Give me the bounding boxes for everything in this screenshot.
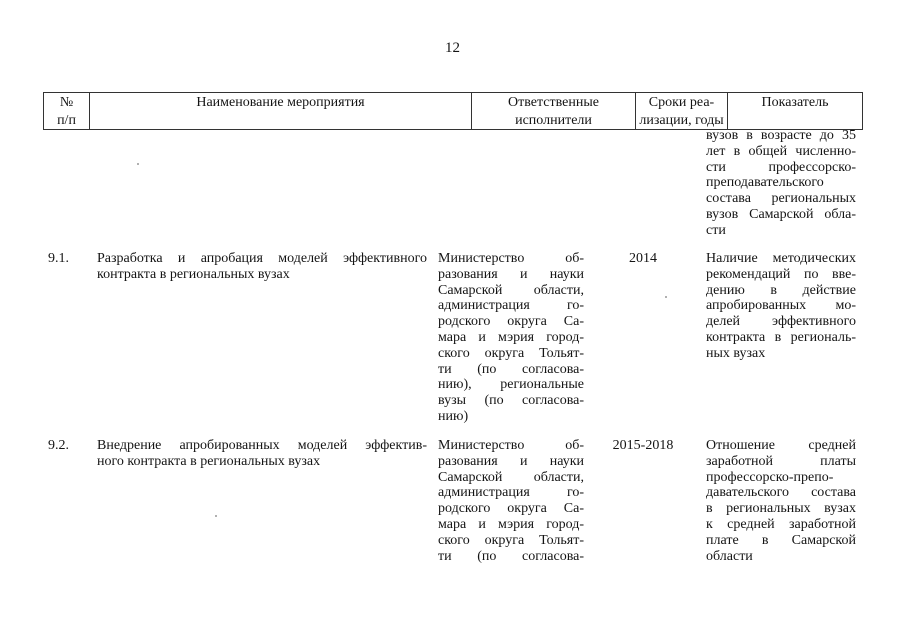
row-number: 9.2. [48, 438, 69, 453]
row-dates: 2014 [629, 251, 657, 266]
scan-speck [215, 515, 217, 517]
text-line: Наличие методических [706, 251, 856, 266]
text-line: делей эффективного [706, 314, 856, 330]
text-line: вузы (по согласова- [438, 393, 584, 409]
text-line: дению в действие [706, 282, 856, 298]
text-line: ных вузах [706, 345, 766, 361]
text-line: администрация го- [438, 485, 584, 501]
row-executors [438, 251, 584, 425]
scan-speck [137, 163, 139, 165]
text-line: сти [706, 222, 726, 238]
text-line: ского округа Тольят- [438, 345, 584, 361]
text-line: плате в Самарской [706, 532, 856, 548]
text-line: Самарской области, [438, 282, 584, 298]
text-line: Министерство об- [438, 438, 584, 453]
header-name [90, 93, 472, 130]
text-line: ти (по согласова- [438, 361, 584, 377]
text-line: Самарской области, [438, 469, 584, 485]
text-line: рекомендаций по вве- [706, 266, 856, 282]
row-executors [438, 438, 584, 564]
table-header [43, 92, 863, 130]
header-executors [472, 93, 636, 130]
text-line: к средней заработной [706, 516, 856, 532]
page-number: 12 [445, 40, 460, 56]
row-indicator [706, 438, 856, 564]
text-line: давательского состава [706, 485, 856, 501]
text-line: нию) [438, 408, 469, 424]
row-name [97, 438, 427, 470]
text-line: разования и науки [438, 453, 584, 469]
row-dates: 2015-2018 [612, 438, 674, 453]
header-dates [636, 93, 728, 130]
text-line: мара и мэрия город- [438, 329, 584, 345]
header-exec-line2: исполнители [515, 113, 592, 128]
text-line: ти (по согласова- [438, 548, 584, 564]
text-line: состава региональных [706, 191, 856, 207]
text-line: апробированных мо- [706, 298, 856, 314]
text-line: контракта в региональ- [706, 329, 856, 345]
text-line: Внедрение апробированных моделей эффектив- [97, 438, 427, 453]
text-line: профессорско-препо- [706, 469, 834, 485]
scan-speck [665, 296, 667, 298]
row-indicator [706, 251, 856, 362]
text-line: Министерство об- [438, 251, 584, 266]
text-line: сти профессорско- [706, 159, 856, 175]
continued-indicator [706, 128, 856, 239]
text-line: ного контракта в региональных вузах [97, 453, 321, 469]
text-line: разования и науки [438, 266, 584, 282]
text-line: администрация го- [438, 298, 584, 314]
text-line: области [706, 548, 753, 564]
header-num-line1: № [59, 95, 74, 110]
header-exec-line1: Ответственные [508, 95, 599, 110]
text-line: Отношение средней [706, 438, 856, 453]
text-line: ского округа Тольят- [438, 532, 584, 548]
text-line: Разработка и апробация моделей эффективного [97, 251, 427, 266]
text-line: контракта в региональных вузах [97, 266, 290, 282]
text-line: заработной платы [706, 453, 856, 469]
text-line: родского округа Са- [438, 314, 584, 330]
header-dates-line1: Сроки реа- [648, 95, 715, 110]
row-number: 9.1. [48, 251, 69, 266]
text-line: преподавательского [706, 175, 824, 191]
header-name-text: Наименование мероприятия [196, 95, 365, 110]
text-line: лет в общей численно- [706, 143, 856, 159]
header-num-line2: п/п [57, 113, 76, 128]
text-line: родского округа Са- [438, 501, 584, 517]
text-line: мара и мэрия город- [438, 516, 584, 532]
header-indicator-text: Показатель [761, 95, 829, 110]
text-line: в региональных вузах [706, 501, 856, 517]
text-line: нию), региональные [438, 377, 584, 393]
row-name [97, 251, 427, 283]
header-indicator [728, 93, 863, 130]
header-dates-line2: лизации, годы [639, 113, 724, 128]
text-line: вузов Самарской обла- [706, 206, 856, 222]
header-num [44, 93, 90, 130]
text-line: вузов в возрасте до 35 [706, 128, 856, 143]
